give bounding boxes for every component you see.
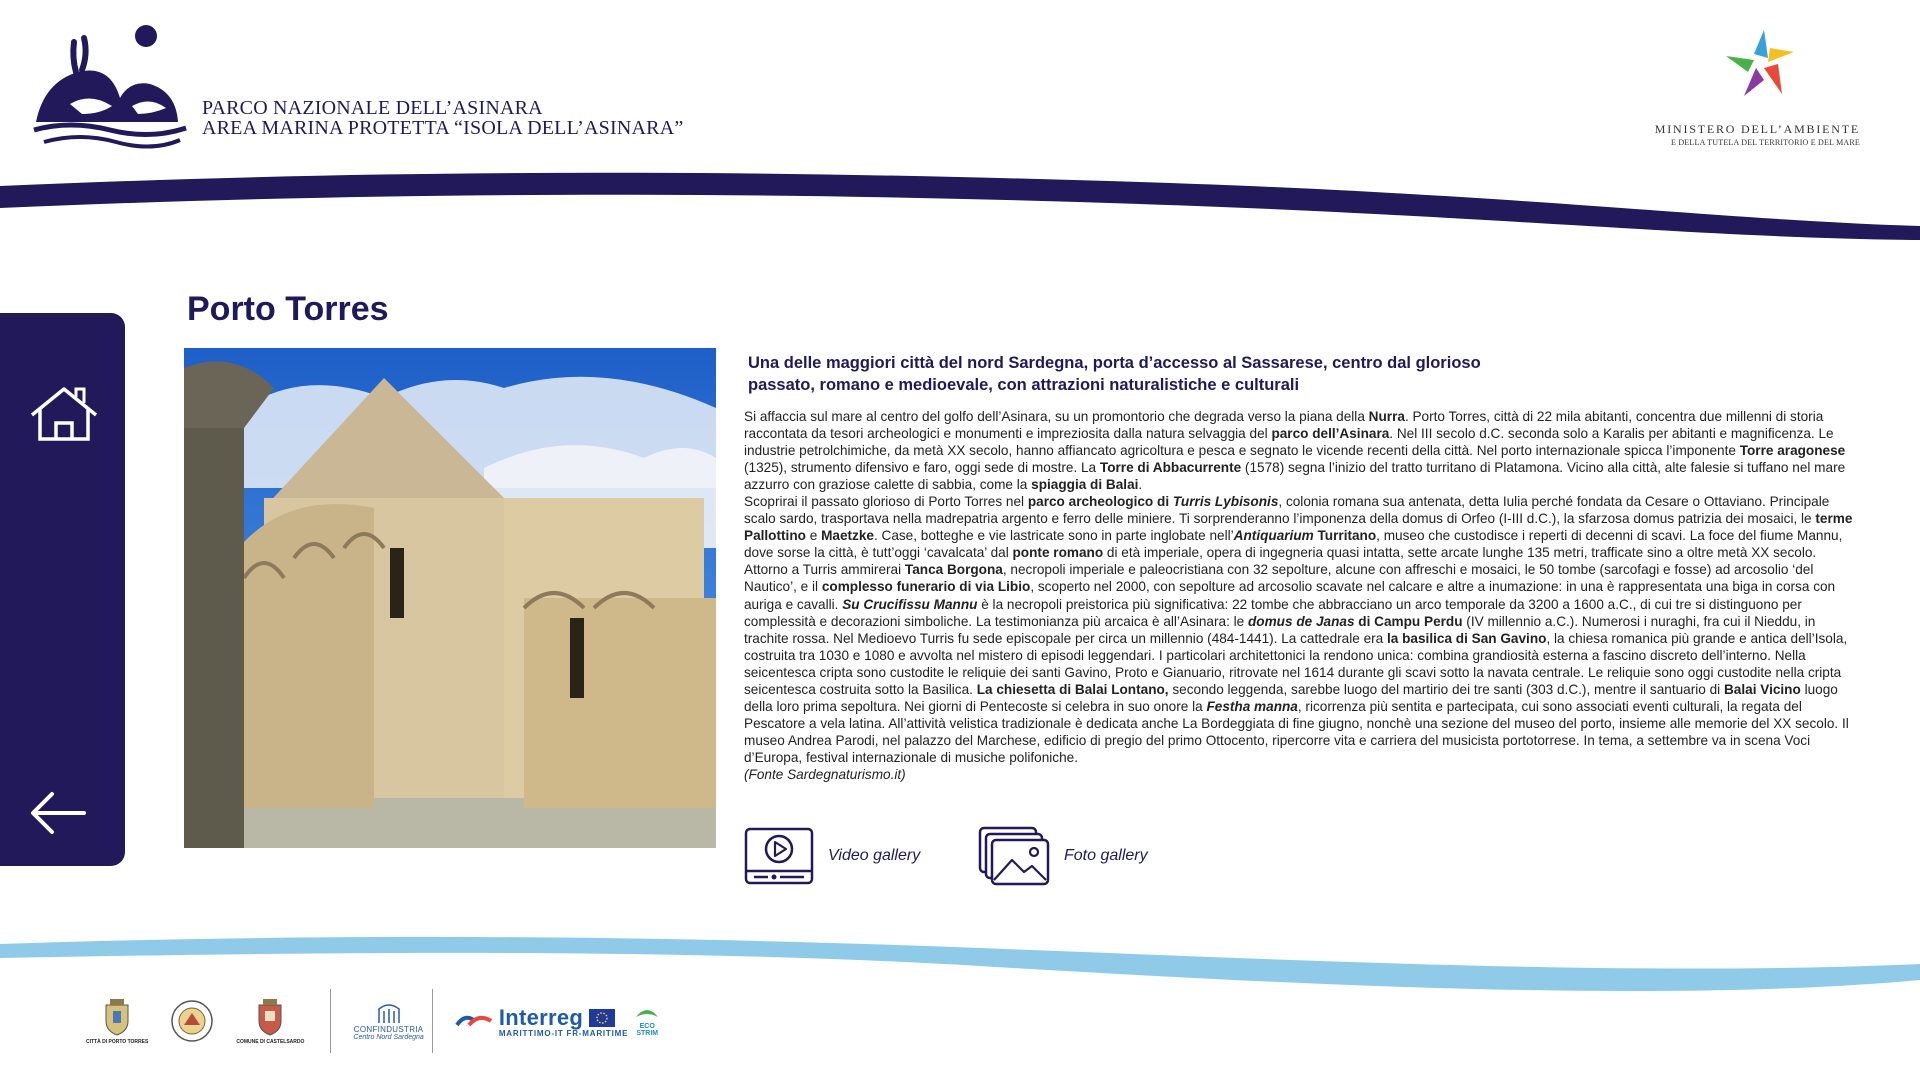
park-name-line1: PARCO NAZIONALE DELL’ASINARA <box>202 97 543 119</box>
text-bold: parco dell’Asinara <box>1271 426 1390 442</box>
text-bold-italic: Antiquarium <box>1233 528 1314 544</box>
ministry-name: MINISTERO DELL’AMBIENTE <box>1654 122 1860 136</box>
page-title: Porto Torres <box>187 290 389 328</box>
text-bold-italic: domus de Janas <box>1247 613 1355 629</box>
intro-heading: Una delle maggiori città del nord Sardegna, porta d’accesso al Sassarese, centro dal glorioso passato, romano e medioevale, con attrazioni naturalistiche e culturali <box>748 354 1481 394</box>
castelsardo-crest <box>236 997 304 1045</box>
divider <box>330 989 331 1053</box>
porto-torres-crest <box>86 997 148 1045</box>
text-run: , la chiesa romanica più grande e antica dell’Isola, costruita tra 1030 e 1080 e avvolta nel mistero di episodi leggendari. I particolari architettonici la rendono unica: combina grandiosità esterna a fascino discreto dell’interno. Nella seicentesca cripta sono custodite le reliquie dei santi Gavino, Proto e Gianuario, ritrovate nel 1614 durante gli scavi sotto la navata centrale. Le reliquie sono oggi custodite nella cripta seicentesca costruita sotto la Basilica. <box>744 630 1848 697</box>
text-run: e <box>805 528 822 544</box>
interreg-program: MARITTIMO-IT FR-MARITIME <box>498 1028 629 1038</box>
text-bold: spiaggia di Balai <box>1031 477 1139 493</box>
text-bold-italic: Festha manna <box>1206 698 1298 714</box>
text-bold: Balai Vicino <box>1723 681 1801 697</box>
text-bold: terme Pallottino <box>744 511 1853 544</box>
text-bold: Turritano <box>1313 528 1377 544</box>
park-name-line2: AREA MARINA PROTETTA “ISOLA DELL’ASINARA” <box>202 117 684 139</box>
text-bold: complesso funerario di via Libio <box>821 579 1031 595</box>
text-run: . Nel III secolo d.C. seconda solo a Karalis per abitanti e magnificenza. Le industrie petrolchimiche, da metà XX secolo, hanno affiancato agricoltura e pesca e segnato le vicende recenti della città. Nel porto internazionale spicca l’imponente <box>744 426 1834 459</box>
text-run: è la necropoli preistorica più significativa: 22 tombe che abbracciano un arco temporale da 3200 a 1600 a.C., di cui tre si distinguono per complessità e decorazioni simboliche. La testimonianza più arcaica è all’Asinara: le <box>744 596 1802 629</box>
text-bold-italic: Turris Lybisonis <box>1172 494 1279 510</box>
crest-icon <box>102 997 132 1037</box>
confindustria-sub: Centro Nord Sardegna <box>353 1034 424 1041</box>
text-bold: ponte romano <box>1012 545 1104 561</box>
home-icon[interactable] <box>28 385 100 443</box>
text-bold: Torre di Abbacurrente <box>1099 460 1242 476</box>
ministry-subname: E DELLA TUTELA DEL TERRITORIO E DEL MARE <box>1671 138 1860 147</box>
text-run: luogo della loro prima sepoltura. Nei giorni di Pentecoste si celebra in suo onore la <box>744 681 1838 714</box>
park-logo <box>30 22 190 152</box>
interreg-name: Interreg <box>498 1004 584 1030</box>
text-bold: la basilica di San Gavino <box>1387 630 1547 646</box>
interreg-arrows-icon <box>455 1011 495 1031</box>
photo-gallery-icon <box>978 826 1050 886</box>
confindustria-name: CONFINDUSTRIA <box>353 1025 424 1034</box>
confindustria-icon <box>376 1001 402 1025</box>
text-bold-italic: Su Crucifissu Mannu <box>842 596 978 612</box>
text-bold: Torre aragonese <box>1739 443 1846 459</box>
crest-icon <box>255 997 285 1037</box>
crest-caption: COMUNE DI CASTELSARDO <box>236 1039 305 1045</box>
text-run: Si affaccia sul mare al centro del golfo dell’Asinara, su un promontorio che degrada verso la piana della <box>744 409 1369 424</box>
text-run: , scoperto nel 2000, con sepolture ad arcosolio scavate nel calcare e altre a inumazione: in una è rappresentata una biga in corsa con auriga e cavalli. <box>744 579 1836 612</box>
text-run: , colonia romana sua antenata, detta Iulia perché fondata da Cesare o Ottaviano. Principale scalo sardo, trasportava nella madrepatria argento e ferro delle miniere. Ti sorprenderanno l’imponenza della domus di Orfeo (I-III d.C.), la sfarzosa domus patrizia dei mosaici, le <box>744 494 1830 527</box>
municipality-seal <box>170 999 214 1043</box>
text-run: (IV millennio a.C.). Numerosi i nuraghi, fra cui il Nieddu, in trachite rossa. Nel Medioevo Turris fu sede episcopale per circa un millennio (484-1441). La cattedrale era <box>744 613 1816 646</box>
text-run: . <box>1138 477 1143 493</box>
foto-gallery-button[interactable] <box>978 826 1148 886</box>
divider <box>432 989 433 1053</box>
text-run: (1578) segna l’inizio del tratto turritano di Platamona. Vicino alla città, alte falesie si tuffano nel mare azzurro con graziose calette di sabbia, come la <box>744 460 1846 493</box>
arrow-left-icon[interactable] <box>28 790 88 836</box>
foto-gallery-label: Foto gallery <box>1064 847 1148 864</box>
text-bold: Nurra <box>1368 409 1405 424</box>
partner-logos <box>86 986 660 1056</box>
ecostrim-icon <box>634 1005 660 1021</box>
paragraph-1 <box>744 408 1859 493</box>
video-icon <box>744 827 814 885</box>
confindustria-logo <box>353 1001 423 1041</box>
description-text <box>744 408 1859 783</box>
text-run: , necropoli imperiale e paleocristiana con 32 sepolture, alcune con affreschi e mosaici, le 50 tombe (sarcofagi e fosse) ad arcosolio ‘del Nautico’, e il <box>744 562 1814 595</box>
text-bold: Maetzke <box>821 528 874 544</box>
paragraph-2 <box>744 493 1859 766</box>
ministry-text <box>1600 122 1860 147</box>
interreg-logo <box>455 1005 660 1038</box>
ecostrim-logo <box>634 1005 660 1037</box>
text-run: (1325), strumento difensivo e faro, oggi sede di mostre. La <box>744 460 1100 476</box>
video-gallery-button[interactable] <box>744 826 920 886</box>
text-run: di età imperiale, opera di ingegneria quasi intatta, sette arcate lunghe 135 metri, trafficate sino a oltre metà XX secolo. Attorno a Turris ammirerai <box>744 545 1817 578</box>
ecostrim-text-2: STRIM <box>636 1030 659 1037</box>
text-run: Scoprirai il passato glorioso di Porto Torres nel <box>744 494 1028 510</box>
header-wave <box>0 160 1920 240</box>
text-bold: La chiesetta di Balai Lontano, <box>976 681 1169 697</box>
park-title <box>202 98 683 138</box>
ministry-star-logo <box>1724 28 1796 98</box>
text-run: . Porto Torres, città di 22 mila abitanti, concentra due millenni di storia raccontata da tesori archeologici e monumenti e impreziosita dalla natura selvaggia del <box>744 409 1824 442</box>
text-bold: parco archeologico di <box>1027 494 1173 510</box>
crest-caption: CITTÀ DI PORTO TORRES <box>86 1039 149 1045</box>
video-gallery-label: Video gallery <box>828 847 921 864</box>
text-run: , ricorrenza più sentita e partecipata, cui sono associati eventi culturali, la regata del Pescatore a vela latina. All’attività velistica tradizionale è dedicata anche La Bordeggiata di fine giugno, nonchè una sezione del museo del porto, insieme alle memorie del XX secolo. Il museo Andrea Parodi, nel palazzo del Marchese, edificio di pregio del primo Ottocento, ripercorre vita e carriera del musicista portotorrese. In tema, a settembre va in scena Voci d’Europa, festival internazionale di musiche polifoniche. <box>744 698 1849 765</box>
text-run: , museo che custodisce i reperti di decenni di scavi. La foce del fiume Mannu, dove sorse la città, è tutt’oggi ‘cavalcata’ dal <box>744 528 1843 561</box>
eu-flag-icon <box>589 1009 615 1027</box>
source-note: (Fonte Sardegnaturismo.it) <box>744 766 906 782</box>
seal-icon <box>170 999 214 1043</box>
ecostrim-text-1: ECO <box>639 1023 655 1030</box>
text-bold: di Campu Perdu <box>1354 613 1463 629</box>
basilica-photo <box>184 348 716 848</box>
text-run: . Case, botteghe e vie lastricate sono in parte inglobate nell’ <box>873 528 1234 544</box>
text-bold: Tanca Borgona <box>904 562 1003 578</box>
text-run: secondo leggenda, sarebbe luogo del martirio dei tre santi (303 d.C.), mentre il santuario di <box>1168 681 1724 697</box>
